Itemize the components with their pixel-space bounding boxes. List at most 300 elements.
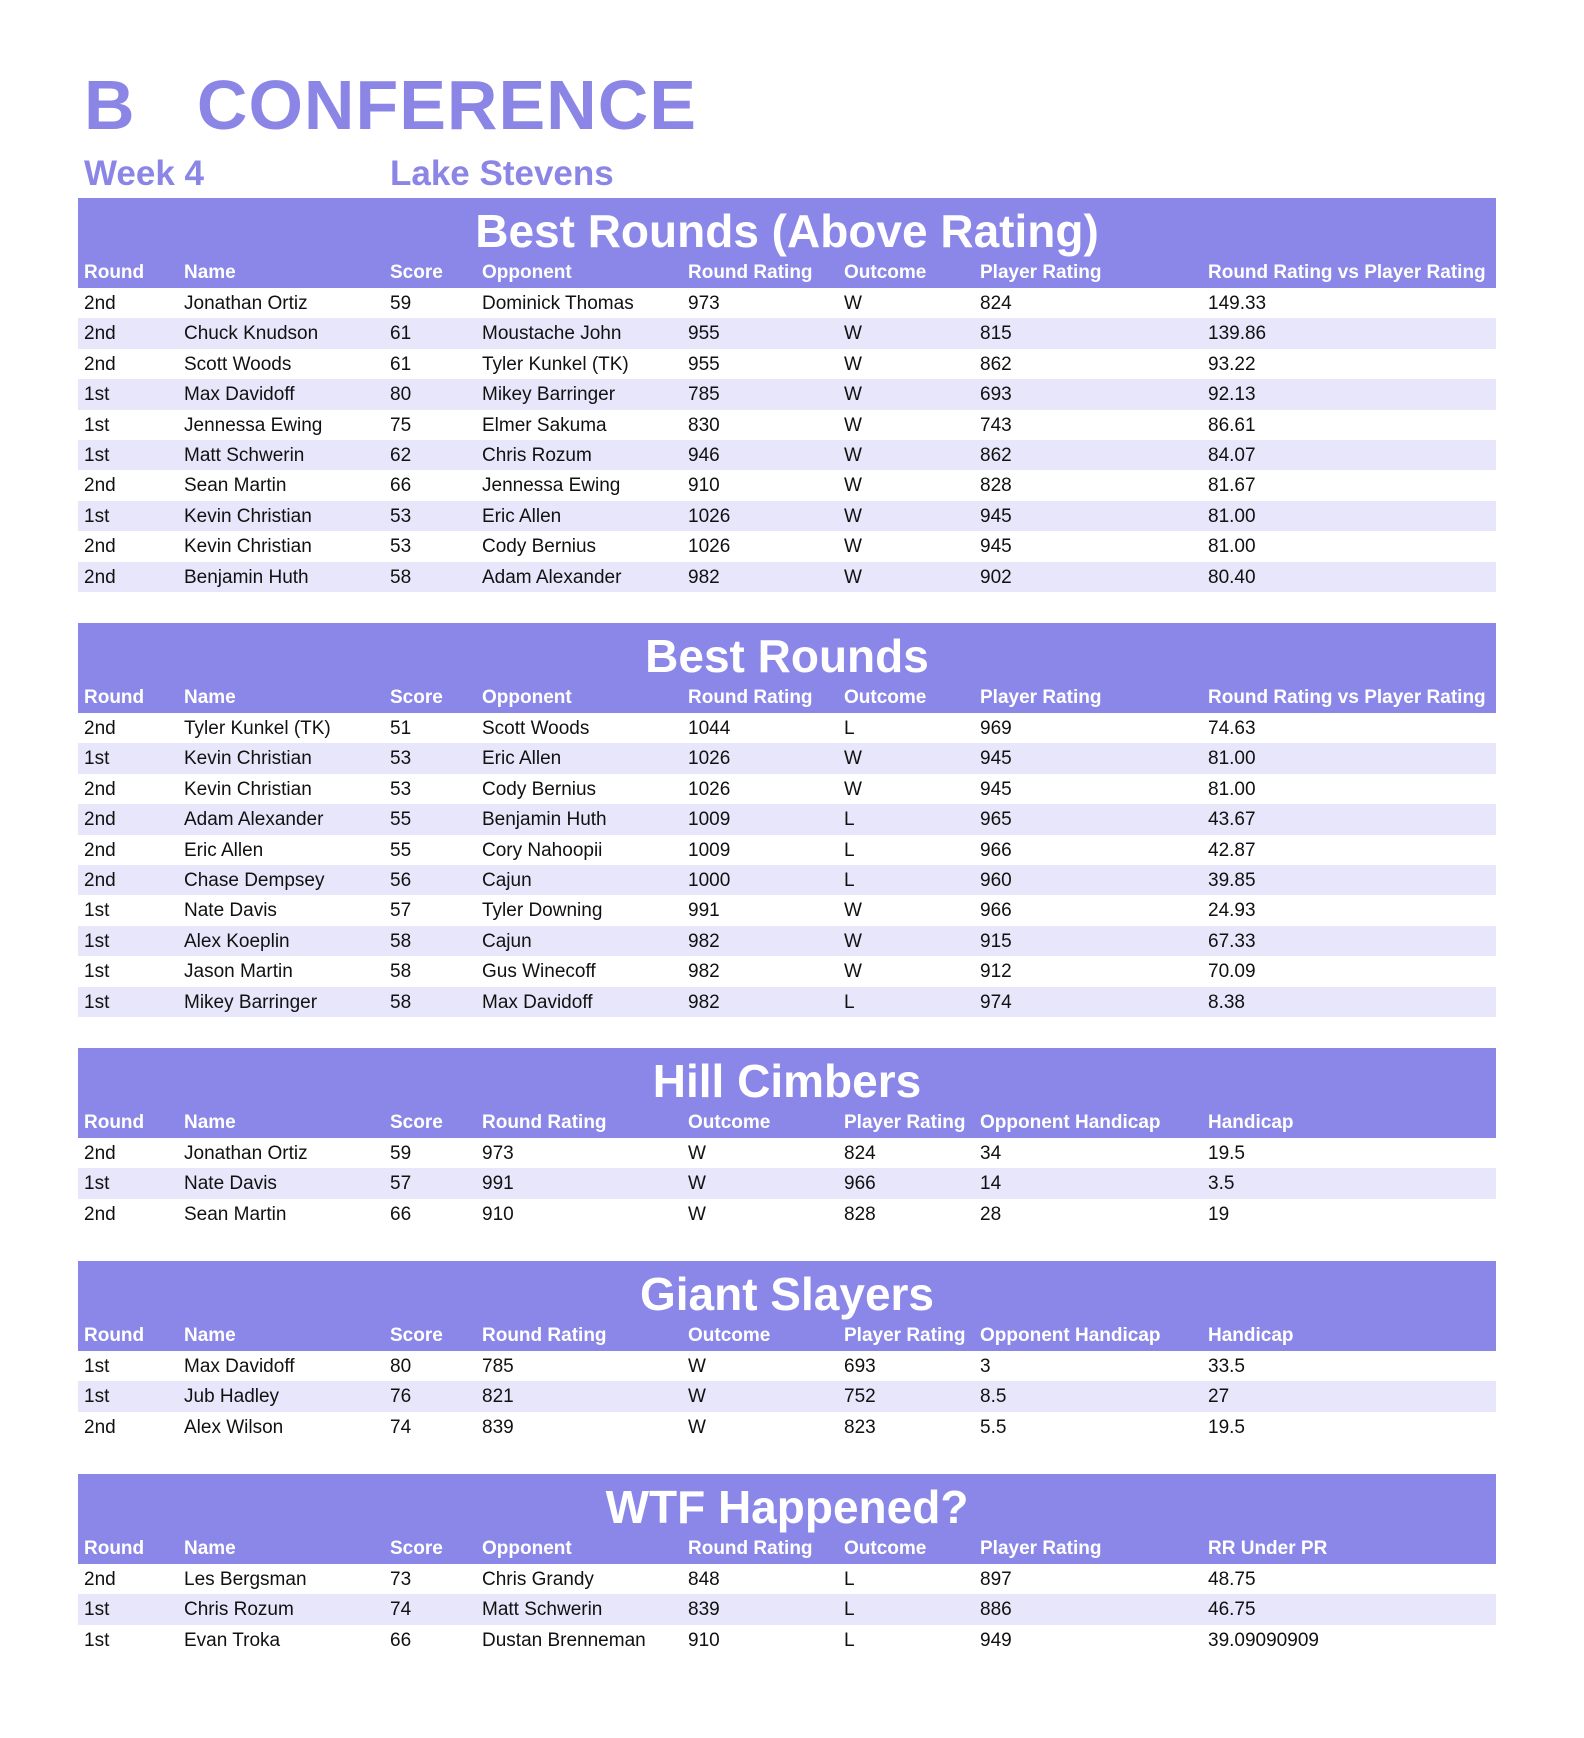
- column-header-row: [78, 1110, 1496, 1138]
- table-cell: W: [844, 930, 862, 952]
- table-cell: 61: [390, 323, 412, 345]
- table-cell: Kevin Christian: [184, 536, 312, 558]
- table-cell: 75: [390, 414, 412, 436]
- column-header-row: [78, 685, 1496, 713]
- table-cell: 1st: [84, 384, 110, 406]
- table-cell: Adam Alexander: [482, 566, 622, 588]
- table-row: [78, 987, 1496, 1017]
- table-cell: 897: [980, 1569, 1012, 1590]
- column-header: Round Rating: [688, 1538, 813, 1559]
- table-cell: 8.38: [1208, 991, 1245, 1013]
- table-cell: W: [844, 536, 862, 558]
- table-cell: 28: [980, 1203, 1002, 1225]
- table-cell: 1st: [84, 1629, 110, 1651]
- table-cell: Chuck Knudson: [184, 323, 319, 345]
- table-row: [78, 562, 1496, 592]
- table-cell: 862: [980, 444, 1012, 466]
- table-cell: 53: [390, 536, 412, 558]
- table-row: [78, 1381, 1496, 1411]
- table-section-best-rounds-above-rating: [78, 198, 1496, 592]
- table-cell: 58: [390, 991, 412, 1013]
- table-cell: 53: [390, 778, 412, 800]
- table-row: [78, 713, 1496, 743]
- table-cell: Scott Woods: [482, 718, 590, 739]
- table-cell: Kevin Christian: [184, 778, 312, 800]
- table-cell: 59: [390, 1143, 412, 1164]
- table-cell: 2nd: [84, 839, 116, 861]
- column-header: Round Rating vs Player Rating: [1208, 687, 1486, 708]
- table-row: [78, 470, 1496, 500]
- table-cell: 1009: [688, 809, 731, 831]
- table-row: [78, 743, 1496, 773]
- column-header: Name: [184, 687, 236, 708]
- table-cell: 828: [980, 475, 1012, 497]
- table-cell: 848: [688, 1569, 720, 1590]
- table-cell: 828: [844, 1203, 876, 1225]
- table-cell: Alex Wilson: [184, 1416, 284, 1438]
- table-cell: 80: [390, 1356, 412, 1377]
- table-cell: 982: [688, 991, 720, 1013]
- table-cell: 1st: [84, 1599, 110, 1621]
- table-cell: 1044: [688, 718, 731, 739]
- section-title: Giant Slayers: [639, 1268, 935, 1320]
- table-cell: 823: [844, 1416, 876, 1438]
- table-cell: Adam Alexander: [184, 809, 324, 831]
- column-header: Round: [84, 1325, 145, 1346]
- table-row: [78, 349, 1496, 379]
- table-cell: 2nd: [84, 1416, 116, 1438]
- table-cell: 955: [688, 323, 720, 345]
- table-row: [78, 926, 1496, 956]
- table-cell: 862: [980, 353, 1012, 375]
- column-header: Handicap: [1208, 1112, 1294, 1133]
- table-cell: 34: [980, 1143, 1002, 1164]
- column-header: Opponent: [482, 687, 572, 708]
- table-cell: 1st: [84, 1386, 110, 1408]
- table-row: [78, 318, 1496, 348]
- table-cell: 2nd: [84, 475, 116, 497]
- table-cell: 1026: [688, 505, 731, 527]
- table-cell: 2nd: [84, 1569, 116, 1590]
- table-cell: 19: [1208, 1203, 1230, 1225]
- section-header: [78, 198, 1496, 288]
- table-cell: 1st: [84, 1173, 110, 1195]
- table-cell: 81.00: [1208, 778, 1256, 800]
- table-cell: 81.67: [1208, 475, 1256, 497]
- table-cell: 2nd: [84, 566, 116, 588]
- table-cell: 2nd: [84, 809, 116, 831]
- table-cell: Cory Nahoopii: [482, 839, 603, 861]
- column-header: Round Rating: [688, 687, 813, 708]
- table-cell: 5.5: [980, 1416, 1007, 1438]
- table-cell: W: [844, 748, 862, 770]
- table-cell: 51: [390, 718, 412, 739]
- table-cell: L: [844, 839, 855, 861]
- table-cell: 966: [980, 839, 1012, 861]
- column-header: Player Rating: [980, 687, 1102, 708]
- column-header: Round: [84, 1112, 145, 1133]
- table-cell: 693: [844, 1356, 876, 1377]
- table-cell: 1026: [688, 748, 731, 770]
- table-cell: 991: [482, 1173, 514, 1195]
- column-header: Outcome: [844, 1538, 927, 1559]
- table-cell: 830: [688, 414, 720, 436]
- table-cell: Sean Martin: [184, 1203, 287, 1225]
- table-cell: 56: [390, 869, 412, 891]
- table-cell: 59: [390, 293, 412, 314]
- table-cell: 910: [688, 475, 720, 497]
- table-cell: Mikey Barringer: [184, 991, 318, 1013]
- table-cell: 945: [980, 536, 1012, 558]
- column-header-row: [78, 260, 1496, 288]
- table-cell: 1st: [84, 1356, 110, 1377]
- table-cell: 785: [482, 1356, 514, 1377]
- table-cell: 973: [688, 293, 720, 314]
- column-header: Score: [390, 1538, 443, 1559]
- table-cell: 824: [844, 1143, 876, 1164]
- table-cell: 815: [980, 323, 1012, 345]
- table-cell: W: [844, 293, 862, 314]
- table-cell: 149.33: [1208, 293, 1267, 314]
- table-cell: 58: [390, 961, 412, 983]
- column-header: Round Rating: [688, 262, 813, 283]
- table-cell: 66: [390, 1203, 412, 1225]
- table-row: [78, 835, 1496, 865]
- table-cell: 1st: [84, 900, 110, 922]
- table-row: [78, 410, 1496, 440]
- table-cell: 27: [1208, 1386, 1230, 1408]
- table-cell: W: [844, 961, 862, 983]
- column-header: Score: [390, 1112, 443, 1133]
- table-cell: Elmer Sakuma: [482, 414, 607, 436]
- table-cell: Eric Allen: [482, 505, 562, 527]
- column-header: Name: [184, 1538, 236, 1559]
- table-cell: L: [844, 991, 855, 1013]
- table-cell: 966: [844, 1173, 876, 1195]
- table-cell: 67.33: [1208, 930, 1256, 952]
- table-cell: 2nd: [84, 718, 116, 739]
- table-cell: W: [844, 900, 862, 922]
- table-cell: Jonathan Ortiz: [184, 1143, 308, 1164]
- table-cell: Alex Koeplin: [184, 930, 290, 952]
- table-cell: W: [688, 1143, 706, 1164]
- table-cell: 84.07: [1208, 444, 1256, 466]
- table-cell: W: [688, 1416, 706, 1438]
- table-cell: 752: [844, 1386, 876, 1408]
- column-header: Score: [390, 262, 443, 283]
- table-cell: 92.13: [1208, 384, 1256, 406]
- table-cell: 55: [390, 809, 412, 831]
- table-cell: 1st: [84, 414, 110, 436]
- table-cell: L: [844, 1599, 855, 1621]
- table-cell: 974: [980, 991, 1012, 1013]
- table-cell: Benjamin Huth: [184, 566, 309, 588]
- table-cell: 42.87: [1208, 839, 1256, 861]
- table-cell: 81.00: [1208, 505, 1256, 527]
- table-cell: 991: [688, 900, 720, 922]
- column-header: Round Rating: [482, 1325, 607, 1346]
- table-cell: Eric Allen: [184, 839, 264, 861]
- table-cell: 1st: [84, 961, 110, 983]
- table-row: [78, 956, 1496, 986]
- table-cell: Kevin Christian: [184, 505, 312, 527]
- section-header: [78, 1474, 1496, 1564]
- table-cell: Matt Schwerin: [482, 1599, 603, 1621]
- table-cell: 1009: [688, 839, 731, 861]
- table-row: [78, 288, 1496, 318]
- table-cell: Max Davidoff: [184, 1356, 295, 1377]
- table-cell: Jonathan Ortiz: [184, 293, 308, 314]
- table-cell: 982: [688, 566, 720, 588]
- table-cell: 74: [390, 1416, 412, 1438]
- column-header: Handicap: [1208, 1325, 1294, 1346]
- section-header: [78, 1048, 1496, 1138]
- table-row: [78, 895, 1496, 925]
- table-cell: Cajun: [482, 869, 532, 891]
- table-cell: Moustache John: [482, 323, 622, 345]
- table-cell: 693: [980, 384, 1012, 406]
- table-cell: W: [844, 353, 862, 375]
- table-cell: Max Davidoff: [482, 991, 593, 1013]
- table-cell: 982: [688, 961, 720, 983]
- table-cell: 66: [390, 475, 412, 497]
- table-cell: Tyler Kunkel (TK): [482, 353, 629, 375]
- table-cell: 785: [688, 384, 720, 406]
- table-cell: Jennessa Ewing: [184, 414, 323, 436]
- column-header: Opponent Handicap: [980, 1325, 1161, 1346]
- table-row: [78, 804, 1496, 834]
- table-cell: 839: [688, 1599, 720, 1621]
- section-header: [78, 1261, 1496, 1351]
- table-cell: 2nd: [84, 778, 116, 800]
- table-cell: W: [844, 566, 862, 588]
- table-row: [78, 1412, 1496, 1442]
- table-cell: 57: [390, 1173, 412, 1195]
- table-cell: 966: [980, 900, 1012, 922]
- table-cell: Jennessa Ewing: [482, 475, 621, 497]
- table-cell: 1026: [688, 778, 731, 800]
- table-cell: L: [844, 718, 855, 739]
- column-header: Outcome: [844, 262, 927, 283]
- table-cell: 86.61: [1208, 414, 1256, 436]
- column-header: Name: [184, 1112, 236, 1133]
- table-cell: 66: [390, 1629, 412, 1651]
- table-cell: 982: [688, 930, 720, 952]
- table-cell: W: [844, 505, 862, 527]
- section-title: Best Rounds (Above Rating): [475, 205, 1099, 257]
- table-cell: 61: [390, 353, 412, 375]
- table-cell: 80.40: [1208, 566, 1256, 588]
- table-row: [78, 531, 1496, 561]
- location-label: Lake Stevens: [390, 154, 614, 193]
- table-cell: 43.67: [1208, 809, 1256, 831]
- table-cell: 48.75: [1208, 1569, 1256, 1590]
- table-cell: 55: [390, 839, 412, 861]
- column-header: Player Rating: [980, 1538, 1102, 1559]
- table-cell: Les Bergsman: [184, 1569, 307, 1590]
- column-header: Score: [390, 687, 443, 708]
- table-cell: Scott Woods: [184, 353, 292, 375]
- table-cell: Dustan Brenneman: [482, 1629, 646, 1651]
- table-cell: Tyler Kunkel (TK): [184, 718, 331, 739]
- table-cell: Cody Bernius: [482, 536, 597, 558]
- table-cell: 74.63: [1208, 718, 1256, 739]
- column-header: Name: [184, 1325, 236, 1346]
- table-row: [78, 501, 1496, 531]
- table-cell: 19.5: [1208, 1416, 1245, 1438]
- column-header-row: [78, 1536, 1496, 1564]
- table-cell: 960: [980, 869, 1012, 891]
- column-header: Opponent: [482, 262, 572, 283]
- table-cell: W: [844, 444, 862, 466]
- table-cell: Sean Martin: [184, 475, 287, 497]
- table-cell: Jub Hadley: [184, 1386, 280, 1408]
- table-cell: 3: [980, 1356, 991, 1377]
- table-cell: L: [844, 809, 855, 831]
- table-cell: 24.93: [1208, 900, 1256, 922]
- table-cell: 912: [980, 961, 1012, 983]
- table-cell: W: [688, 1173, 706, 1195]
- table-row: [78, 1138, 1496, 1168]
- table-cell: Chris Grandy: [482, 1569, 594, 1590]
- table-cell: Eric Allen: [482, 748, 562, 770]
- table-cell: W: [844, 414, 862, 436]
- table-cell: 81.00: [1208, 748, 1256, 770]
- column-header: Player Rating: [980, 262, 1102, 283]
- table-cell: 70.09: [1208, 961, 1256, 983]
- section-header: [78, 623, 1496, 713]
- table-cell: Kevin Christian: [184, 748, 312, 770]
- table-cell: Gus Winecoff: [482, 961, 596, 983]
- table-cell: 2nd: [84, 293, 116, 314]
- table-cell: 74: [390, 1599, 412, 1621]
- table-cell: 965: [980, 809, 1012, 831]
- table-cell: W: [844, 384, 862, 406]
- table-cell: 2nd: [84, 353, 116, 375]
- table-cell: L: [844, 1629, 855, 1651]
- column-header: Outcome: [844, 687, 927, 708]
- table-cell: 39.85: [1208, 869, 1256, 891]
- table-cell: Chase Dempsey: [184, 869, 325, 891]
- table-cell: 33.5: [1208, 1356, 1245, 1377]
- table-cell: 73: [390, 1569, 412, 1590]
- table-cell: 973: [482, 1143, 514, 1164]
- column-header: Opponent: [482, 1538, 572, 1559]
- table-cell: W: [844, 323, 862, 345]
- table-cell: Jason Martin: [184, 961, 293, 983]
- table-row: [78, 1168, 1496, 1198]
- table-cell: 1st: [84, 444, 110, 466]
- table-cell: 824: [980, 293, 1012, 314]
- table-cell: Matt Schwerin: [184, 444, 305, 466]
- column-header: Player Rating: [844, 1325, 966, 1346]
- table-cell: 80: [390, 384, 412, 406]
- table-cell: 886: [980, 1599, 1012, 1621]
- table-cell: Evan Troka: [184, 1629, 281, 1651]
- section-title: Best Rounds: [645, 630, 929, 682]
- week-label: Week 4: [84, 154, 204, 193]
- table-cell: 821: [482, 1386, 514, 1408]
- table-cell: 57: [390, 900, 412, 922]
- table-row: [78, 440, 1496, 470]
- table-cell: 39.09090909: [1208, 1629, 1319, 1651]
- table-cell: 902: [980, 566, 1012, 588]
- table-section-best-rounds: [78, 623, 1496, 1017]
- table-cell: L: [844, 1569, 855, 1590]
- table-section-giant-slayers: [78, 1261, 1496, 1442]
- table-cell: Nate Davis: [184, 900, 277, 922]
- table-cell: Nate Davis: [184, 1173, 277, 1195]
- table-cell: W: [688, 1386, 706, 1408]
- table-cell: 58: [390, 566, 412, 588]
- table-cell: 2nd: [84, 323, 116, 345]
- table-cell: 8.5: [980, 1386, 1007, 1408]
- table-cell: Tyler Downing: [482, 900, 603, 922]
- column-header: RR Under PR: [1208, 1538, 1328, 1559]
- table-cell: Chris Rozum: [184, 1599, 294, 1621]
- table-cell: 1st: [84, 748, 110, 770]
- table-cell: 2nd: [84, 536, 116, 558]
- column-header: Score: [390, 1325, 443, 1346]
- table-cell: 955: [688, 353, 720, 375]
- table-cell: 93.22: [1208, 353, 1256, 375]
- table-cell: 14: [980, 1173, 1002, 1195]
- table-cell: 1st: [84, 930, 110, 952]
- conference-title: B CONFERENCE: [84, 66, 697, 144]
- column-header: Round: [84, 1538, 145, 1559]
- table-section-wtf-happened: [78, 1474, 1496, 1655]
- table-cell: 139.86: [1208, 323, 1267, 345]
- table-row: [78, 865, 1496, 895]
- column-header-row: [78, 1323, 1496, 1351]
- table-cell: Cody Bernius: [482, 778, 597, 800]
- table-cell: 76: [390, 1386, 412, 1408]
- column-header: Outcome: [688, 1112, 771, 1133]
- table-cell: W: [844, 475, 862, 497]
- table-cell: 53: [390, 748, 412, 770]
- column-header: Player Rating: [844, 1112, 966, 1133]
- table-cell: 1st: [84, 505, 110, 527]
- table-cell: 19.5: [1208, 1143, 1245, 1164]
- table-cell: 2nd: [84, 1143, 116, 1164]
- section-title: WTF Happened?: [605, 1481, 969, 1533]
- table-cell: 945: [980, 505, 1012, 527]
- table-cell: 3.5: [1208, 1173, 1235, 1195]
- column-header: Round Rating: [482, 1112, 607, 1133]
- table-cell: 743: [980, 414, 1012, 436]
- table-cell: 910: [688, 1629, 720, 1651]
- table-cell: 1026: [688, 536, 731, 558]
- table-row: [78, 1199, 1496, 1229]
- column-header: Round: [84, 262, 145, 283]
- table-cell: 910: [482, 1203, 514, 1225]
- table-cell: 53: [390, 505, 412, 527]
- section-title: Hill Cimbers: [652, 1055, 922, 1107]
- table-row: [78, 379, 1496, 409]
- table-row: [78, 1594, 1496, 1624]
- table-cell: 1st: [84, 991, 110, 1013]
- table-row: [78, 1564, 1496, 1594]
- table-cell: Dominick Thomas: [482, 293, 634, 314]
- table-cell: 46.75: [1208, 1599, 1256, 1621]
- table-row: [78, 774, 1496, 804]
- table-cell: W: [844, 778, 862, 800]
- column-header: Name: [184, 262, 236, 283]
- table-row: [78, 1351, 1496, 1381]
- column-header: Outcome: [688, 1325, 771, 1346]
- table-cell: 1000: [688, 869, 731, 891]
- table-cell: Mikey Barringer: [482, 384, 616, 406]
